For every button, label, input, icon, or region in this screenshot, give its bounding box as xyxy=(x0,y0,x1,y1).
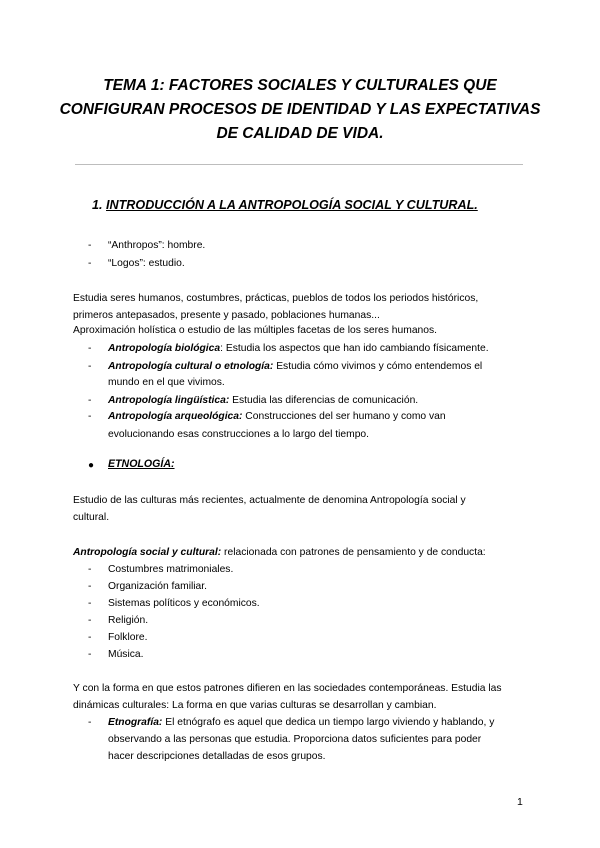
list-dash: - xyxy=(88,343,92,354)
definition: Estudia las diferencias de comunicación. xyxy=(229,395,419,406)
term: Antropología biológica xyxy=(108,343,221,354)
list-item xyxy=(108,408,446,426)
title-line-3: DE CALIDAD DE VIDA. xyxy=(216,125,384,142)
definition: : Estudia los aspectos que han ido cambiando físicamente. xyxy=(220,343,489,354)
list-item-continuation: hacer descripciones detalladas de esos grupos. xyxy=(108,751,326,762)
term: Antropología cultural o etnología: xyxy=(108,361,274,372)
list-item: Sistemas políticos y económicos. xyxy=(108,598,260,609)
paragraph-line: Aproximación holística o estudio de las múltiples facetas de los seres humanos. xyxy=(73,325,438,336)
term: Antropología arqueológica: xyxy=(108,411,243,422)
page-number: 1 xyxy=(517,796,523,808)
list-item: Religión. xyxy=(108,615,149,626)
term: Etnografía: xyxy=(108,717,163,728)
term: Antropología lingüística: xyxy=(108,395,230,406)
definition: Construcciones del ser humano y como van xyxy=(242,411,446,422)
title-line-2: CONFIGURAN PROCESOS DE IDENTIDAD Y LAS EXPECTATIVAS xyxy=(59,101,541,118)
definition: El etnógrafo es aquel que dedica un tiempo largo viviendo y hablando, y xyxy=(162,717,495,728)
list-dash: - xyxy=(88,581,92,592)
paragraph-line: Estudia seres humanos, costumbres, prácticas, pueblos de todos los periodos históricos, xyxy=(73,293,479,304)
bullet-icon: ● xyxy=(88,460,95,471)
paragraph-line xyxy=(73,544,486,562)
list-dash: - xyxy=(88,598,92,609)
term: Antropología social y cultural: xyxy=(73,547,222,558)
list-item xyxy=(108,714,494,732)
list-item: Folklore. xyxy=(108,632,148,643)
list-item xyxy=(108,340,489,358)
list-dash: - xyxy=(88,717,92,728)
list-dash: - xyxy=(88,258,92,269)
paragraph-line: primeros antepasados, presente y pasado, poblaciones humanas... xyxy=(73,310,380,321)
title-line-1: TEMA 1: FACTORES SOCIALES Y CULTURALES QUE xyxy=(103,77,497,94)
list-item: “Logos”: estudio. xyxy=(108,258,185,269)
list-item: Música. xyxy=(108,649,144,660)
list-dash: - xyxy=(88,564,92,575)
page-title xyxy=(40,74,560,146)
paragraph-line: Estudio de las culturas más recientes, actualmente de denomina Antropología social y xyxy=(73,495,466,506)
list-dash: - xyxy=(88,361,92,372)
paragraph-line: dinámicas culturales: La forma en que varias culturas se desarrollan y cambian. xyxy=(73,700,437,711)
list-item xyxy=(108,392,418,410)
list-dash: - xyxy=(88,615,92,626)
list-dash: - xyxy=(88,411,92,422)
list-item xyxy=(108,358,482,376)
list-dash: - xyxy=(88,649,92,660)
definition: relacionada con patrones de pensamiento y de conducta: xyxy=(221,547,486,558)
section-title: INTRODUCCIÓN A LA ANTROPOLOGÍA SOCIAL Y CULTURAL. xyxy=(106,198,478,212)
subsection-heading: ETNOLOGÍA: xyxy=(108,458,175,470)
section-heading xyxy=(92,198,478,212)
list-dash: - xyxy=(88,395,92,406)
definition: Estudia cómo vivimos y cómo entendemos el xyxy=(273,361,483,372)
section-number: 1. xyxy=(92,198,103,212)
list-dash: - xyxy=(88,632,92,643)
paragraph-line: Y con la forma en que estos patrones difieren en las sociedades contemporáneas. Estudia las xyxy=(73,683,502,694)
list-item-continuation: mundo en el que vivimos. xyxy=(108,377,225,388)
list-item: “Anthropos”: hombre. xyxy=(108,240,206,251)
list-item: Organización familiar. xyxy=(108,581,208,592)
list-item-continuation: evolucionando esas construcciones a lo largo del tiempo. xyxy=(108,429,370,440)
list-item-continuation: observando a las personas que estudia. Proporciona datos suficientes para poder xyxy=(108,734,482,745)
list-dash: - xyxy=(88,240,92,251)
divider xyxy=(75,164,523,165)
list-item: Costumbres matrimoniales. xyxy=(108,564,234,575)
paragraph-line: cultural. xyxy=(73,512,110,523)
